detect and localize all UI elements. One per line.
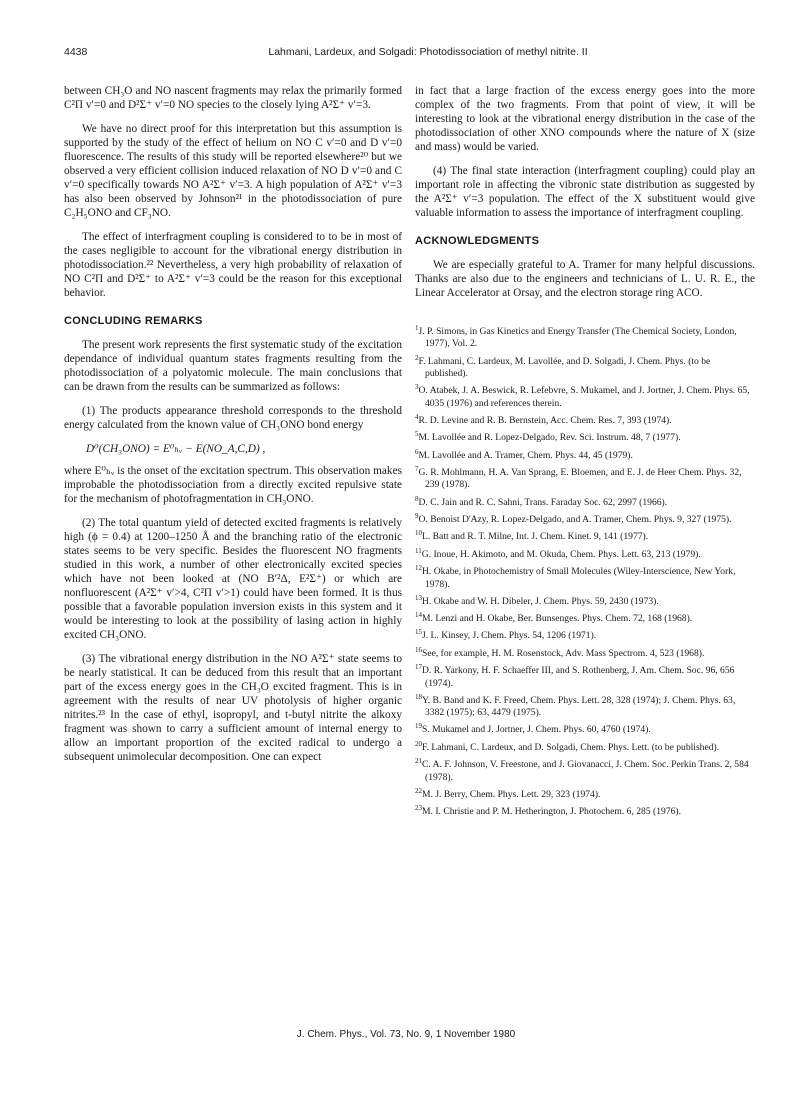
reference-item	[415, 527, 755, 543]
reference-text: M. J. Berry, Chem. Phys. Lett. 29, 323 (1974).	[422, 789, 601, 801]
paragraph: We have no direct proof for this interpretation but this assumption is supported by the study of the effect of helium on NO C v′=0 and D v′=0 fluorescence. The results of this study will be reported elsewhere²⁰ but we observed a very efficient collision induced relaxation of NO D v′=0 and C v′=0 specifically towards NO A²Σ⁺ v′=3. A high population of A²Σ⁺ v′=3 has also been observed by Johnson²¹ in the photodissociation of pure C₂H₅ONO and CF₃NO.	[64, 123, 402, 219]
reference-item	[415, 411, 755, 427]
reference-number: 22	[415, 786, 422, 795]
reference-text: F. Lahmani, C. Lardeux, M. Lavollée, and D. Solgadi, J. Chem. Phys. (to be published).	[418, 355, 711, 379]
reference-item	[415, 381, 755, 410]
reference-text: H. Okabe and W. H. Dibeler, J. Chem. Phys. 59, 2430 (1973).	[422, 595, 659, 607]
reference-item	[415, 691, 755, 720]
page-number: 4438	[64, 46, 88, 58]
equation: D⁰(CH₃ONO) = E⁰ₕᵥ − E(NO_A,C,D) ,	[86, 443, 266, 455]
reference-number: 1	[415, 324, 419, 332]
reference-text: M. Lenzi and H. Okabe, Ber. Bunsenges. Phys. Chem. 72, 168 (1968).	[422, 613, 693, 625]
reference-item	[415, 802, 755, 818]
reference-text: O. Atabek, J. A. Beswick, R. Lefebvre, S. Mukamel, and J. Jortner, J. Chem. Phys. 65, 4035 (1976) and references therein.	[418, 385, 750, 409]
reference-text: G. R. Mohlmann, H. A. Van Sprang, E. Bloemen, and E. J. de Heer Chem. Phys. 32, 239 (1978).	[418, 467, 742, 491]
page-header	[64, 46, 752, 62]
paragraph: (3) The vibrational energy distribution in the NO A²Σ⁺ state seems to be nearly statistical. It can be deduced from this result that an important part of the excess energy goes in the CH₃O excited fragment. This is in agreement with the results of near UV photolysis of higher organic nitrites.²³ In the case of ethyl, isopropyl, and t-butyl nitrite the alkoxy fragment was shown to carry a sufficient amount of internal energy to allow an important proportion of the excited radical to undergo a subsequent unimolecular decomposition. One can expect	[64, 653, 402, 763]
paragraph: (4) The final state interaction (interfragment coupling) could play an important role in affecting the vibronic state distribution as suggested by the A²Σ⁺ v′=3 population. The effect of the X substituent would give valuable information to assess the importance of interfragment coupling.	[415, 165, 755, 219]
reference-list	[415, 322, 755, 819]
reference-text: M. Lavollée and R. Lopez-Delgado, Rev. Sci. Instrum. 48, 7 (1977).	[418, 432, 681, 444]
reference-number: 17	[415, 663, 422, 672]
reference-item	[415, 592, 755, 608]
reference-text: M. Lavollée and A. Tramer, Chem. Phys. 44, 45 (1979).	[418, 449, 633, 461]
reference-text: M. I. Christie and P. M. Hetherington, J. Photochem. 6, 285 (1976).	[422, 806, 682, 818]
running-title: Lahmani, Lardeux, and Solgadi: Photodissociation of methyl nitrite. II	[268, 46, 588, 58]
reference-number: 19	[415, 722, 422, 731]
paragraph: (2) The total quantum yield of detected excited fragments is relatively high (ϕ = 0.4) at 1200–1250 Å and the branching ratio of the electronic states seems to be very specific. Besides the fluorescent NO fragments studied in this work, a number of other electronically excited species which have not been looked at (NO B′²Δ, E²Σ⁺) or which are nonfluorescent (A²Σ⁺ v′>4, C²Π v′>1) could have been formed. It is thus possible that a favorable population inversion exists in this system and it would be interesting to look at the possibility of lasing action in highly excited CH₃ONO.	[64, 517, 402, 641]
reference-text: H. Okabe, in Photochemistry of Small Molecules (Wiley-Interscience, New York, 1978).	[422, 566, 736, 590]
reference-number: 21	[415, 757, 422, 766]
reference-number: 18	[415, 692, 422, 701]
reference-item	[415, 428, 755, 444]
reference-number: 2	[415, 353, 419, 362]
reference-item	[415, 609, 755, 625]
reference-number: 11	[415, 546, 422, 555]
reference-number: 20	[415, 739, 422, 748]
reference-text: O. Benoist D'Azy, R. Lopez-Delgado, and A. Tramer, Chem. Phys. 9, 327 (1975).	[418, 514, 732, 526]
reference-item	[415, 562, 755, 591]
reference-item	[415, 720, 755, 736]
reference-text: L. Batt and R. T. Milne, Int. J. Chem. Kinet. 9, 141 (1977).	[422, 531, 649, 543]
reference-text: Y. B. Band and K. F. Freed, Chem. Phys. Lett. 28, 328 (1974); J. Chem. Phys. 63, 3382 (1975); 63, 4479 (1975).	[422, 695, 736, 719]
section-heading: ACKNOWLEDGMENTS	[415, 235, 540, 247]
reference-text: F. Lahmani, C. Lardeux, and D. Solgadi, Chem. Phys. Lett. (to be published).	[422, 742, 720, 754]
reference-text: S. Mukamel and J. Jortner, J. Chem. Phys. 60, 4760 (1974).	[422, 724, 651, 736]
reference-text: R. D. Levine and R. B. Bernstein, Acc. Chem. Res. 7, 393 (1974).	[418, 414, 672, 426]
right-column	[415, 84, 755, 820]
reference-text: J. P. Simons, in Gas Kinetics and Energy Transfer (The Chemical Society, London, 1977), Vol. 2.	[418, 326, 737, 350]
reference-item	[415, 463, 755, 492]
paragraph: (1) The products appearance threshold corresponds to the threshold energy calculated from the known value of CH₃ONO bond energy	[64, 405, 402, 431]
paragraph: between CH₃O and NO nascent fragments may relax the primarily formed C²Π v′=0 and D²Σ⁺ v′=0 NO species to the closely lying A²Σ⁺ v′=3.	[64, 85, 402, 111]
reference-text: D. R. Yarkony, H. F. Schaeffer III, and S. Rothenberg, J. Am. Chem. Soc. 96, 656 (1974).	[422, 665, 735, 689]
reference-number: 14	[415, 611, 422, 620]
left-column	[64, 84, 402, 774]
paragraph: where E⁰ₕᵥ is the onset of the excitation spectrum. This observation makes improbable the photodissociation from a directly excited repulsive state for the mechanism of photofragmentation in CH₃ONO.	[64, 465, 402, 505]
reference-number: 16	[415, 645, 422, 654]
reference-item	[415, 446, 755, 462]
reference-item	[415, 661, 755, 690]
reference-number: 4	[415, 412, 419, 421]
reference-number: 9	[415, 511, 419, 520]
reference-item	[415, 755, 755, 784]
reference-number: 6	[415, 447, 419, 456]
reference-number: 7	[415, 464, 419, 473]
reference-text: See, for example, H. M. Rosenstock, Adv. Mass Spectrom. 4, 523 (1968).	[422, 648, 705, 660]
journal-footer: J. Chem. Phys., Vol. 73, No. 9, 1 November 1980	[296, 1029, 516, 1040]
section-heading: CONCLUDING REMARKS	[64, 315, 203, 327]
reference-text: J. L. Kinsey, J. Chem. Phys. 54, 1206 (1971).	[422, 630, 597, 642]
reference-item	[415, 510, 755, 526]
reference-number: 23	[415, 804, 422, 813]
reference-item	[415, 493, 755, 509]
reference-text: C. A. F. Johnson, V. Freestone, and J. Giovanacci, J. Chem. Soc. Perkin Trans. 2, 584 (1978).	[422, 759, 749, 783]
reference-number: 8	[415, 494, 419, 503]
reference-number: 3	[415, 383, 419, 392]
reference-text: G. Inoue, H. Akimoto, and M. Okuda, Chem. Phys. Lett. 63, 213 (1979).	[421, 548, 701, 560]
paragraph: We are especially grateful to A. Tramer for many helpful discussions. Thanks are also due to the engineers and technicians of L. U. R. E., the Linear Accelerator at Orsay, and the electron storage ring ACO.	[415, 259, 755, 299]
reference-item	[415, 738, 755, 754]
reference-number: 12	[415, 564, 422, 573]
reference-number: 13	[415, 593, 422, 602]
reference-item	[415, 545, 755, 561]
reference-item	[415, 785, 755, 801]
reference-item	[415, 322, 755, 351]
paragraph: in fact that a large fraction of the excess energy goes into the more complex of the two fragments. From that point of view, it will be interesting to look at the vibrational energy distribution in the case of the photodissociation of other XNO compounds where the nature of X (size and mass) would be varied.	[415, 85, 755, 153]
reference-number: 10	[415, 529, 422, 538]
reference-text: D. C. Jain and R. C. Sahni, Trans. Faraday Soc. 62, 2997 (1966).	[418, 496, 668, 508]
reference-item	[415, 352, 755, 381]
reference-number: 5	[415, 430, 419, 439]
reference-item	[415, 626, 755, 642]
paragraph: The present work represents the first systematic study of the excitation dependance of individual quantum states fragments resulting from the photodissociation of a polyatomic molecule. The main conclusions that can be drawn from the results can be summarized as follows:	[64, 339, 402, 393]
reference-number: 15	[415, 628, 422, 637]
reference-item	[415, 644, 755, 660]
paragraph: The effect of interfragment coupling is considered to to be in most of the cases negligible to account for the vibrational energy distribution in photodissociation.²² Nevertheless, a very high probability of relaxation of NO C²Π and D²Σ⁺ to A²Σ⁺ v′=3 could be the reason for this exceptional behavior.	[64, 231, 402, 299]
